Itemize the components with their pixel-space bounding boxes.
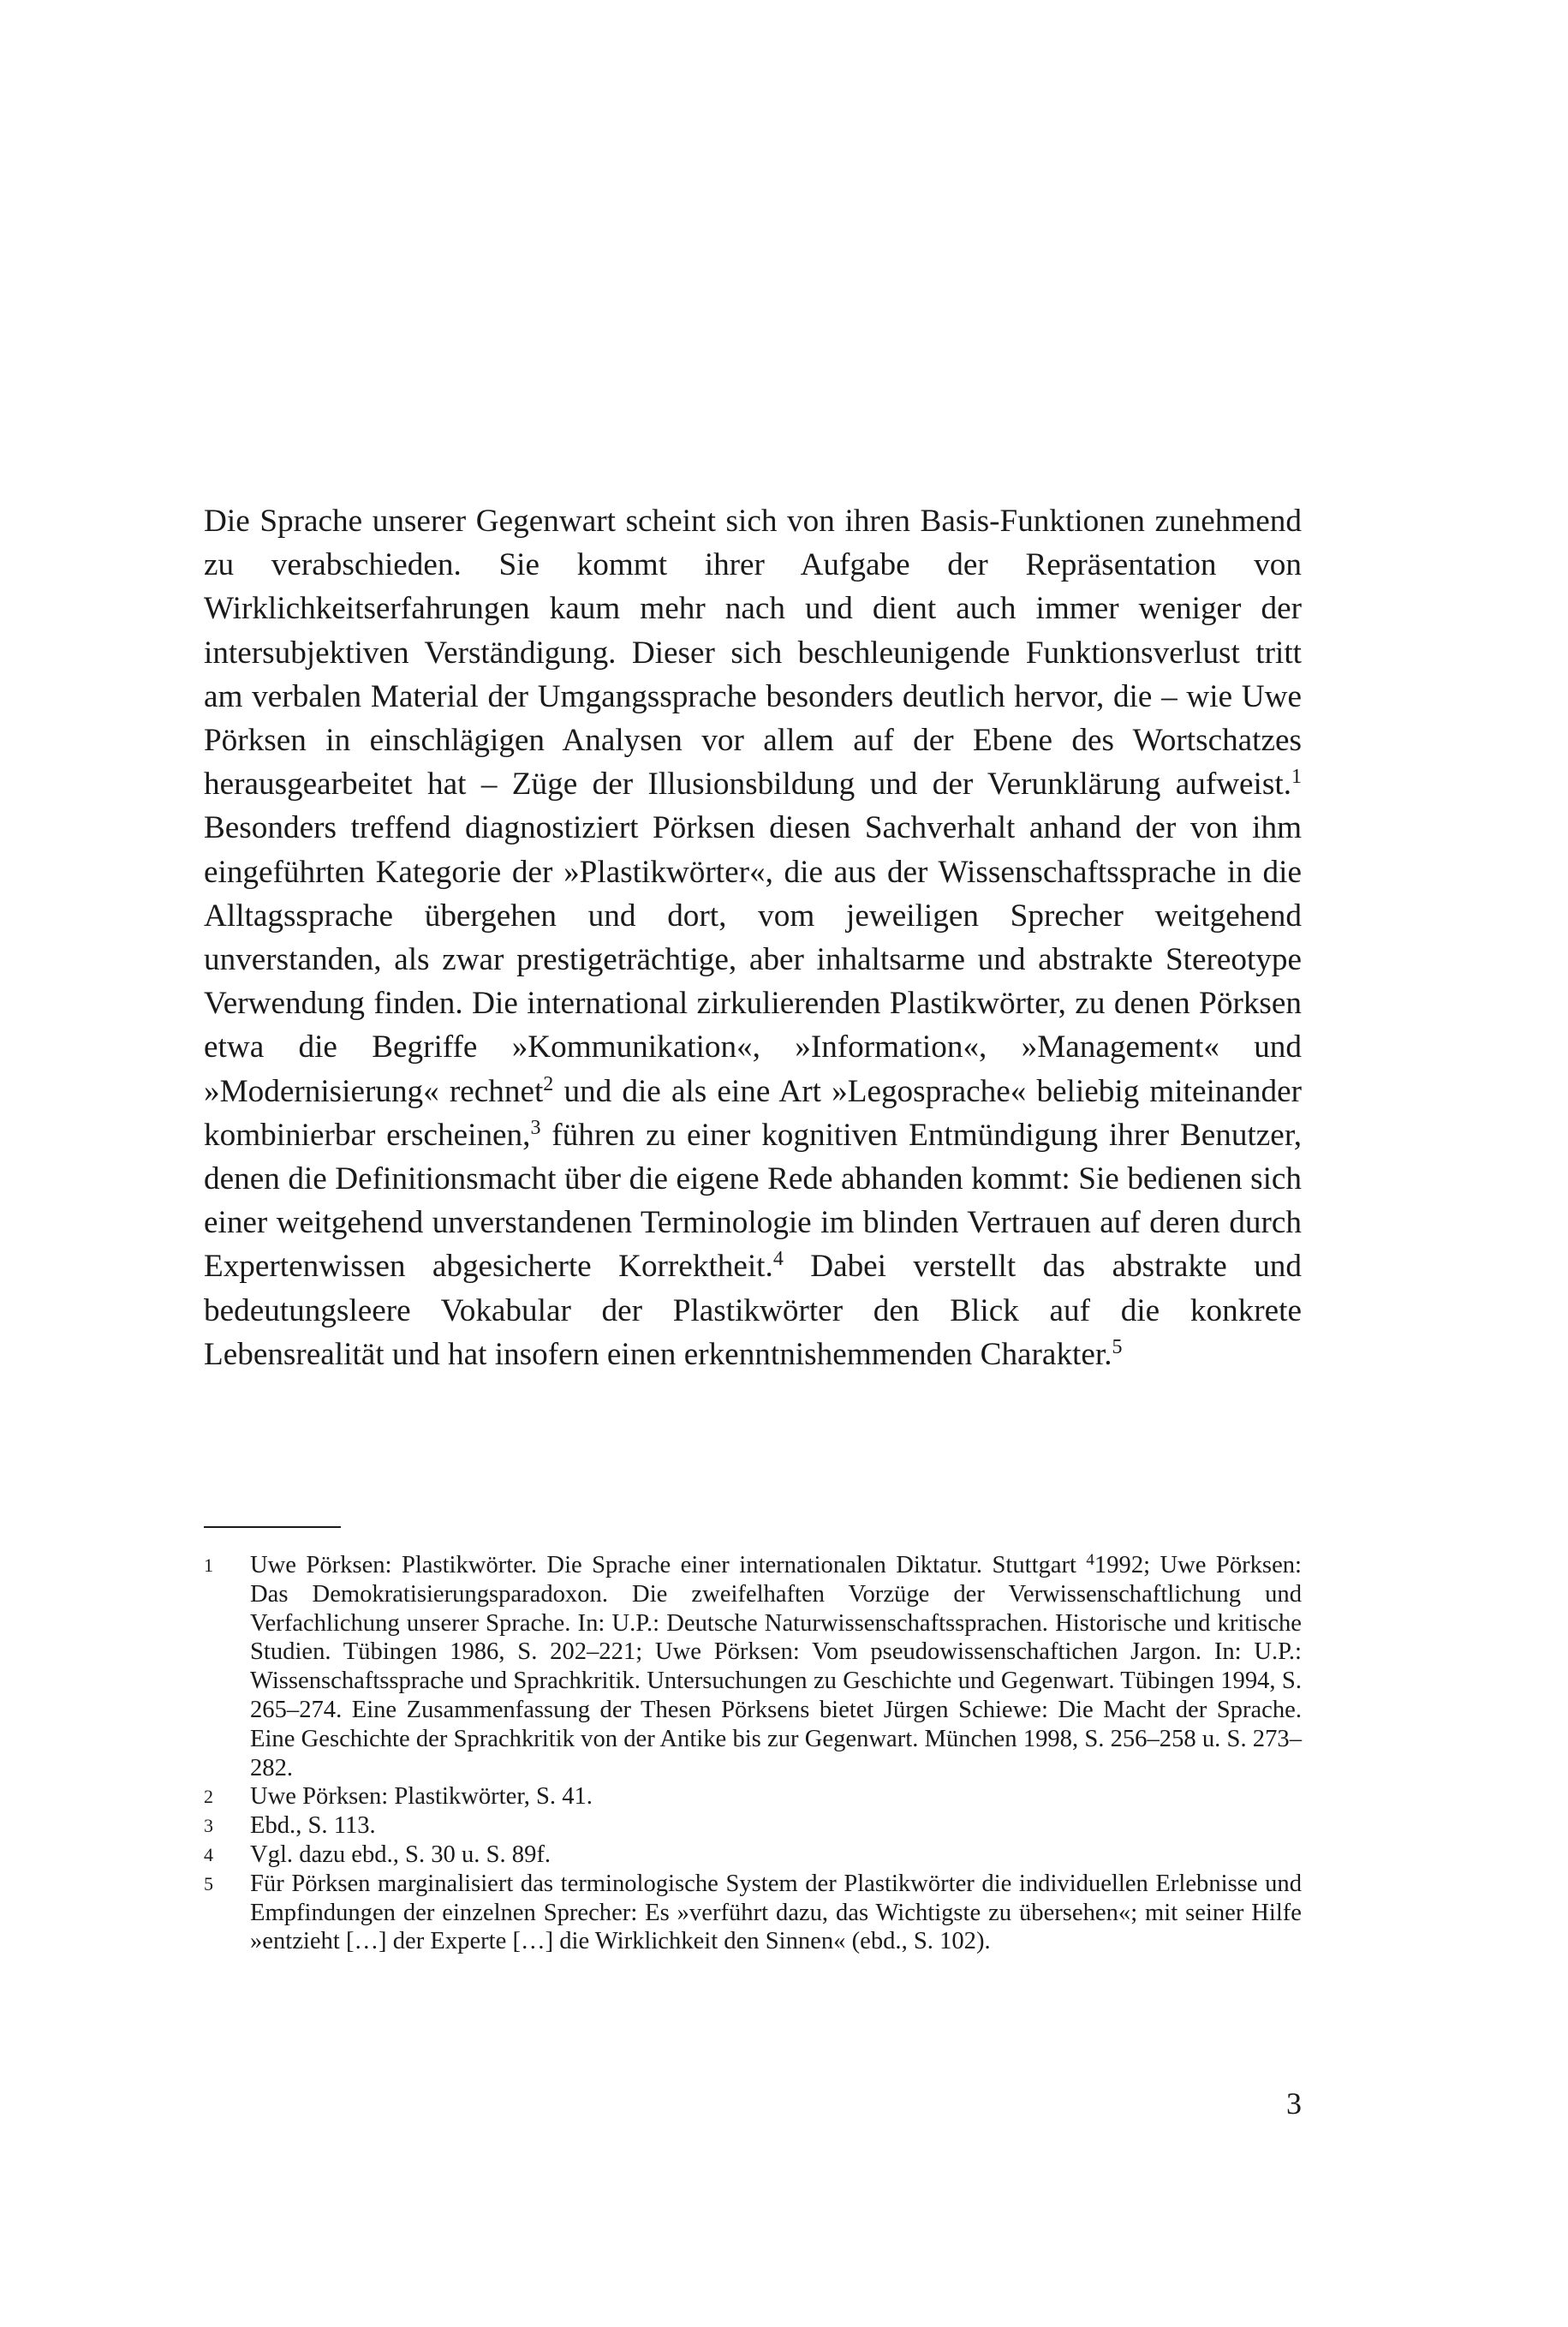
footnote-text: Ebd., S. 113. [250,1812,376,1840]
footnote-text: Vgl. dazu ebd., S. 30 u. S. 89f. [250,1841,551,1868]
text-segment: Die Sprache unserer Gegenwart scheint sich von ihren Basis-Funktionen zunehmend zu verabschieden. Sie kommt ihrer Aufgabe der Repräsentation von Wirklichkeitserfahrungen kaum mehr nach und dient auch immer weniger der intersubjektiven Verständigung. Dieser sich beschleunigende Funktionsverlust tritt am verbalen Material der Umgangssprache besonders deutlich hervor, die – wie Uwe Pörksen in einschlägigen Analysen vor allem auf der Ebene des Wortschatzes herausgearbeitet hat – Züge der Illusionsbildung und der Verunklärung aufweist. [204,504,1302,803]
main-text [204,499,1302,1376]
text-segment: führen zu einer kognitiven Entmündigung ihrer Benutzer, denen die Definitionsmacht über die eigene Rede abhanden kommt: Sie bedienen sich einer weitgehend unverstandenen Terminologie im blinden Vertrauen auf deren durch Expertenwissen abgesicherte Korrektheit. [204,1117,1303,1285]
text-segment: Besonders treffend diagnostiziert Pörksen diesen Sachverhalt anhand der von ihm eingeführten Kategorie der »Plastikwörter«, die aus der Wissenschaftssprache in die Alltagssprache übergehen und dort, vom jeweiligen Sprecher weitgehend unverstanden, als zwar prestigeträchtige, aber inhaltsarme und abstrakte Stereotype Verwendung finden. Die international zirkulierenden Plastikwörter, zu denen Pörksen etwa die Begriffe »Kommunikation«, »Information«, »Management« und »Modernisierung« rechnet [204,810,1302,1109]
text-segment: und die als eine Art »Legosprache« beliebig miteinander kombinierbar erscheinen, [204,1073,1302,1153]
footnote-text: Für Pörksen marginalisiert das terminologische System der Plastikwörter die individuellen Erlebnisse und Empfindungen der einzelnen Sprecher: Es »verführt dazu, das Wichtigste zu übersehen«; mit seiner Hilfe »entzieht […] der Experte […] die Wirklichkeit den Sinnen« (ebd., S. 102). [250,1870,1302,1955]
footnote [204,1551,1302,1782]
footnote-number: 1 [204,1554,213,1576]
footnotes [204,1551,1302,1956]
footnote [204,1870,1302,1956]
text-segment: Dabei verstellt das abstrakte und bedeutungsleere Vokabular der Plastikwörter den Blick auf die konkrete Lebensrealität und hat insofern einen erkenntnishemmenden Charakter. [204,1249,1302,1372]
footnote [204,1782,1302,1811]
footnote [204,1811,1302,1841]
footnote-text: Uwe Pörksen: Plastikwörter. Die Sprache einer internationalen Diktatur. Stuttgart [250,1552,1087,1578]
footnote-number: 2 [204,1786,213,1808]
footnote-reference[interactable]: 3 [530,1116,541,1139]
footnote-reference[interactable]: 4 [772,1248,784,1271]
page-number: 3 [1286,2086,1302,2121]
main-paragraph [204,499,1302,1376]
footnote-reference[interactable]: 1 [1291,766,1302,789]
footnote-text: 1992; Uwe Pörksen: Das Demokratisierungsparadoxon. Die zweifelhaften Vorzüge der Verwissenschaftlichung und Verfachlichung unserer Sprache. In: U.P.: Deutsche Naturwissenschaftssprachen. Historische und kritische Studien. Tübingen 1986, S. 202–221; Uwe Pörksen: Vom pseudowissenschaftichen Jargon. In: U.P.: Wissenschaftssprache und Sprachkritik. Untersuchungen zu Geschichte und Gegenwart. Tübingen 1994, S. 265–274. Eine Zusammenfassung der Thesen Pörksens bietet Jürgen Schiewe: Die Macht der Sprache. Eine Geschichte der Sprachkritik von der Antike bis zur Gegenwart. München 1998, S. 256–258 u. S. 273–282. [250,1552,1302,1781]
footnote-number: 5 [204,1872,213,1894]
footnote-number: 3 [204,1815,213,1837]
edition-superscript: 4 [1086,1551,1094,1569]
footnote-reference[interactable]: 2 [543,1072,554,1095]
footnote [204,1841,1302,1870]
footnote-text: Uwe Pörksen: Plastikwörter, S. 41. [250,1783,593,1811]
footnote-divider [204,1526,341,1528]
footnote-number: 4 [204,1843,213,1865]
footnote-reference[interactable]: 5 [1112,1335,1123,1358]
